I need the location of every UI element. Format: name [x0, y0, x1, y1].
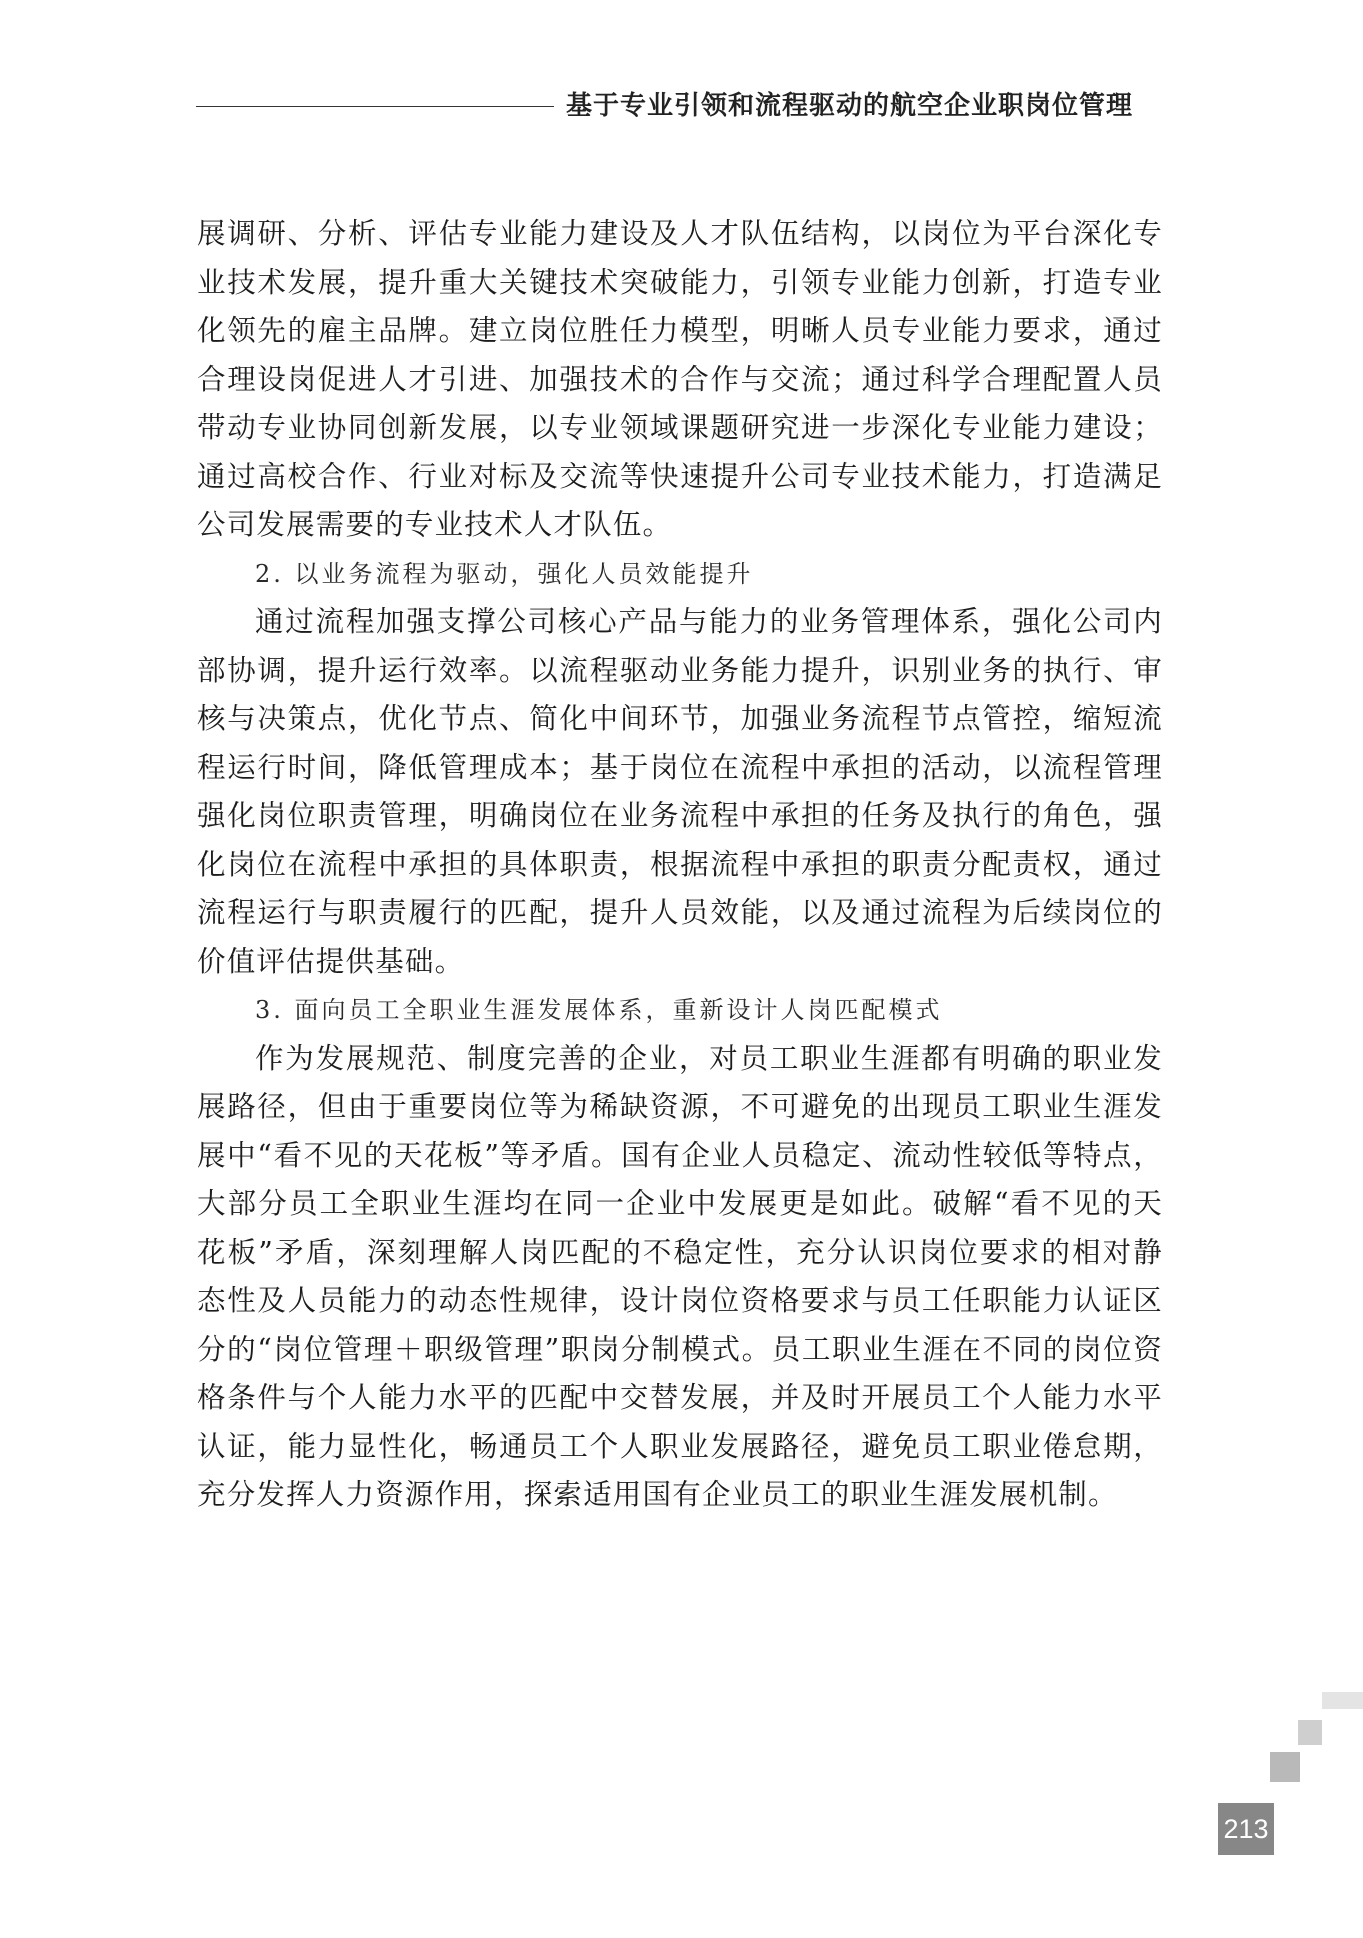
decorative-square-3 [1270, 1752, 1300, 1782]
decorative-square-1 [1322, 1692, 1363, 1709]
paragraph-2: 通过流程加强支撑公司核心产品与能力的业务管理体系，强化公司内部协调，提升运行效率。以流程驱动业务能力提升，识别业务的执行、审核与决策点，优化节点、简化中间环节，加强业务流程节点管控，缩短流程运行时间，降低管理成本；基于岗位在流程中承担的活动，以流程管理强化岗位职责管理，明确岗位在业务流程中承担的任务及执行的角色，强化岗位在流程中承担的具体职责，根据流程中承担的职责分配责权，通过流程运行与职责履行的匹配，提升人员效能，以及通过流程为后续岗位的价值评估提供基础。 [197, 605, 1163, 978]
paragraph-1: 展调研、分析、评估专业能力建设及人才队伍结构，以岗位为平台深化专业技术发展，提升重大关键技术突破能力，引领专业能力创新，打造专业化领先的雇主品牌。建立岗位胜任力模型，明晰人员专业能力要求，通过合理设岗促进人才引进、加强技术的合作与交流；通过科学合理配置人员带动专业协同创新发展，以专业领域课题研究进一步深化专业能力建设；通过高校合作、行业对标及交流等快速提升公司专业技术能力，打造满足公司发展需要的专业技术人才队伍。 [197, 217, 1163, 541]
section-heading-3: 3. 面向员工全职业生涯发展体系，重新设计人岗匹配模式 [255, 996, 943, 1024]
paragraph-3: 作为发展规范、制度完善的企业，对员工职业生涯都有明确的职业发展路径，但由于重要岗位等为稀缺资源，不可避免的出现员工职业生涯发展中“看不见的天花板”等矛盾。国有企业人员稳定、流动性较低等特点，大部分员工全职业生涯均在同一企业中发展更是如此。破解“看不见的天花板”矛盾，深刻理解人岗匹配的不稳定性，充分认识岗位要求的相对静态性及人员能力的动态性规律，设计岗位资格要求与员工任职能力认证区分的“岗位管理＋职级管理”职岗分制模式。员工职业生涯在不同的岗位资格条件与个人能力水平的匹配中交替发展，并及时开展员工个人能力水平认证，能力显性化，畅通员工个人职业发展路径，避免员工职业倦怠期，充分发挥人力资源作用，探索适用国有企业员工的职业生涯发展机制。 [197, 1041, 1163, 1511]
running-header-title: 基于专业引领和流程驱动的航空企业职岗位管理 [566, 91, 1134, 121]
header-rule [196, 106, 554, 107]
page-number: 213 [1218, 1803, 1274, 1855]
decorative-square-2 [1298, 1720, 1322, 1745]
body-text [197, 210, 1163, 1520]
section-heading-2: 2. 以业务流程为驱动，强化人员效能提升 [255, 559, 754, 588]
